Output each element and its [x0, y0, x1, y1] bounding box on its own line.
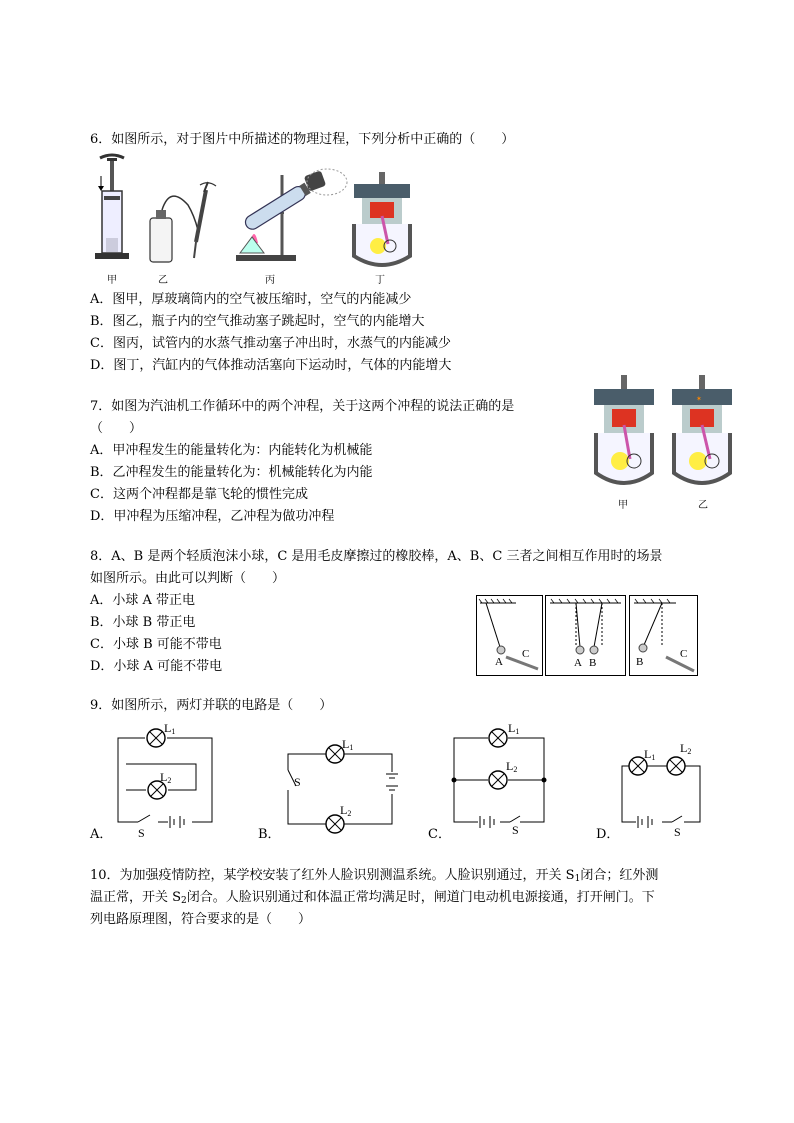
q8-stem-line2: 如图所示。由此可以判断（ ）	[90, 571, 286, 586]
q7-stem-line1: 7．如图为汽油机工作循环中的两个冲程，关于这两个冲程的说法正确的是	[90, 399, 515, 414]
figure-engine-ding	[350, 172, 414, 272]
fig8-label-a2: A	[574, 657, 582, 669]
circuit-d	[618, 741, 708, 839]
cb-l2-sub: 2	[347, 809, 352, 818]
cc-l2: L	[506, 759, 514, 773]
figure-test-tube-steam	[232, 165, 350, 265]
q10-line2: 温正常，开关 $S_2$闭合。人脸识别通过和体温正常均满足时，闸道门电动机电源接通，打开闸门。下	[90, 890, 655, 906]
q9-stem: 9．如图所示，两灯并联的电路是（ ）	[90, 698, 333, 713]
fig8-label-b3: B	[636, 656, 644, 668]
cd-switch-label: S	[674, 825, 681, 839]
fig-label-engine-yi: 乙	[698, 500, 708, 511]
cc-l1: L	[508, 721, 516, 735]
fig-label-jia: 甲	[107, 275, 117, 286]
cb-l2: L	[340, 803, 348, 817]
figure-charged-balls	[476, 595, 698, 677]
fig-label-bing: 丙	[265, 275, 275, 286]
cb-switch-label: S	[294, 775, 301, 789]
q7-option-a[interactable]: A．甲冲程发生的能量转化为：内能转化为机械能	[90, 443, 373, 458]
ca-switch-label: S	[138, 826, 145, 840]
q6-option-b[interactable]: B．图乙，瓶子内的空气推动塞子跳起时，空气的内能增大	[90, 314, 425, 329]
cd-l1-sub: 1	[651, 753, 656, 762]
figure-bottle-pump	[148, 180, 228, 265]
cd-l2: L	[680, 741, 688, 755]
q8-stem-line1: 8．A、B 是两个轻质泡沫小球，C 是用毛皮摩擦过的橡胶棒，A、B、C 三者之间相互作用时的场景	[90, 549, 663, 564]
cc-l2-sub: 2	[513, 765, 518, 774]
q6-option-d[interactable]: D．图丁，汽缸内的气体推动活塞向下运动时，气体的内能增大	[90, 358, 452, 373]
cb-l1: L	[342, 737, 350, 751]
q8-option-d[interactable]: D．小球 A 可能不带电	[90, 659, 223, 674]
cd-l2-sub: 2	[687, 747, 692, 756]
circuit-c	[448, 721, 558, 837]
svg-text:L2	[680, 741, 691, 756]
q7-option-b[interactable]: B．乙冲程发生的能量转化为：机械能转化为内能	[90, 465, 373, 480]
cc-l1-sub: 1	[515, 727, 520, 736]
cc-switch-label: S	[512, 823, 519, 837]
fig8-label-c3: C	[680, 648, 688, 660]
circuit-b	[282, 734, 402, 834]
ca-l2: L	[160, 770, 168, 784]
q8-option-c[interactable]: C．小球 B 可能不带电	[90, 637, 222, 652]
q10-line3: 列电路原理图，符合要求的是（ ）	[90, 912, 312, 927]
fig-label-ding: 丁	[375, 275, 385, 286]
q7-stem-line2: （ ）	[90, 421, 143, 436]
q6-option-a[interactable]: A．图甲，厚玻璃筒内的空气被压缩时，空气的内能减少	[90, 292, 412, 307]
svg-text:L2	[160, 770, 171, 785]
q6-stem: 6．如图所示，对于图片中所描述的物理过程，下列分析中正确的（ ）	[90, 132, 515, 147]
svg-text:L2	[340, 803, 351, 818]
ca-l1-sub: 1	[171, 727, 176, 736]
figure-air-compression-cylinder	[92, 156, 132, 268]
ca-l1: L	[164, 721, 172, 735]
svg-text:L2	[506, 759, 517, 774]
q7-option-d[interactable]: D．甲冲程为压缩冲程，乙冲程为做功冲程	[90, 509, 335, 524]
q8-option-b[interactable]: B．小球 B 带正电	[90, 615, 196, 630]
fig-label-engine-jia: 甲	[618, 500, 628, 511]
fig8-label-a1: A	[495, 656, 503, 668]
q8-option-a[interactable]: A．小球 A 带正电	[90, 593, 196, 608]
svg-text:L1	[508, 721, 519, 736]
circuit-a	[110, 721, 220, 840]
cb-l1-sub: 1	[349, 743, 354, 752]
figure-engine-jia	[592, 375, 656, 493]
ca-l2-sub: 2	[167, 776, 172, 785]
fig8-label-c1: C	[522, 648, 530, 660]
q9-option-a[interactable]: A．	[90, 827, 113, 842]
q9-option-b[interactable]: B．	[258, 827, 281, 842]
q6-option-c[interactable]: C．图丙，试管内的水蒸气推动塞子冲出时，水蒸气的内能减少	[90, 336, 451, 351]
figure-engine-yi	[670, 375, 734, 493]
q10-line1: 10．为加强疫情防控，某学校安装了红外人脸识别测温系统。人脸识别通过，开关 $S_1$闭合；红外测	[90, 868, 659, 884]
fig-label-yi: 乙	[158, 275, 168, 286]
svg-text:L1	[644, 747, 655, 762]
svg-text:L1	[164, 721, 175, 736]
q9-option-d[interactable]: D．	[596, 827, 620, 842]
svg-text:✶: ✶	[696, 395, 702, 403]
q9-option-c[interactable]: C．	[428, 827, 451, 842]
q7-option-c[interactable]: C．这两个冲程都是靠飞轮的惯性完成	[90, 487, 308, 502]
fig8-label-b2: B	[589, 657, 597, 669]
cd-l1: L	[644, 747, 652, 761]
svg-text:L1	[342, 737, 353, 752]
